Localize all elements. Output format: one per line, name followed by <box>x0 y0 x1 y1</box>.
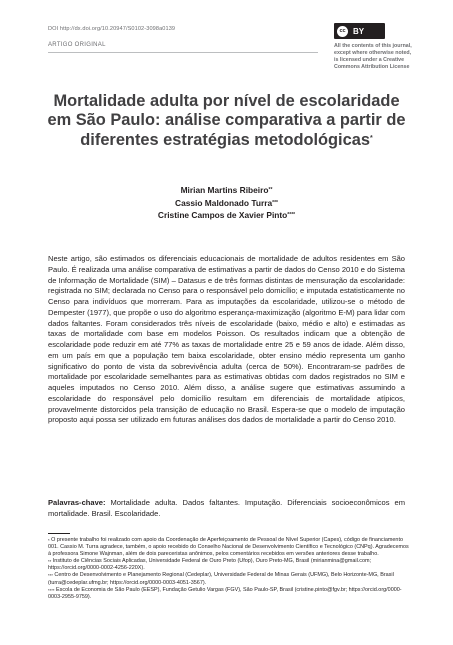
author-marker: **** <box>287 212 296 219</box>
footnote <box>48 558 410 572</box>
header-divider <box>48 52 318 53</box>
footnote <box>48 572 410 586</box>
footnote-divider <box>48 533 70 534</box>
footnote-text: Escola de Economia de São Paulo (EESP), Fundação Getulio Vargas (FGV), São Paulo-SP, Brasil (cristine.pinto@fgv.br; https://orcid.org/0000-0003-2955-9759). <box>48 586 402 600</box>
author-name: Cristine Campos de Xavier Pinto <box>157 210 288 221</box>
title-footnote-marker: * <box>369 134 373 142</box>
footnote-text: Instituto de Ciências Sociais Aplicadas, Universidade Federal de Ouro Preto (Ufop), Ouro Preto-MG, Brasil (mirianmina@gmail.com; https://orcid.org/0000-0002-4256-220X). <box>48 558 372 572</box>
keywords-text: Mortalidade adulta. Dados faltantes. Imputação. Diferenciais socioeconômicos em mortalidade. Brasil. Escolaridade. <box>48 498 405 518</box>
author <box>48 209 405 222</box>
author-marker: *** <box>272 199 278 206</box>
footnote-marker: * <box>48 538 50 543</box>
author <box>48 197 405 210</box>
cc-icon: cc <box>337 26 348 37</box>
section-label: ARTIGO ORIGINAL <box>48 42 106 48</box>
author-marker: ** <box>268 187 273 193</box>
creative-commons-badge[interactable] <box>334 23 385 39</box>
keywords <box>48 498 405 520</box>
footnotes <box>48 537 410 601</box>
author-list <box>48 184 405 222</box>
footnote-text: Centro de Desenvolvimento e Planejamento Regional (Cedeplar), Universidade Federal de Minas Gerais (UFMG), Belo Horizonte-MG, Brasil (turra@cedeplar.ufmg.br; https://orcid.org/0000-0003-4051-3567). <box>48 572 394 586</box>
cc-by-label: BY <box>353 26 365 36</box>
footnote-text: O presente trabalho foi realizado com apoio da Coordenação de Aperfeiçoamento de Pessoal de Nível Superior (Capes), código de financiamento 001. Cassio M. Turra agradece, também, o apoio recebido do Conselho Nacional de Desenvolvimento Científico e Tecnológico (CNPq). Agradecemos à professora Simone Wajnman, além de dois pareceristas anônimos, pelos comentários recebidos em versões anteriores desse trabalho. <box>48 537 409 558</box>
footnote-marker: ** <box>48 559 52 565</box>
footnote <box>48 587 410 601</box>
abstract-paragraph: Neste artigo, são estimados os diferenciais educacionais de mortalidade de adultos residentes em São Paulo. É realizada uma análise comparativa de estimativas a partir de dados do Censo 2010 e do Sistema de Informação de Mortalidade (SIM) – Datasus e de três formas distintas de mensuração da escolaridade: registrada no SIM; declarada no Censo para o responsável pelo domicílio; e imputada estatisticamente no Censo para indivíduos que morreram. Para as imputações da escolaridade, utilizou-se o método de Dempester (1977), que propõe o uso do algoritmo esperança-maximização (algoritmo E-M) para lidar com dados faltantes. Foram considerados três níveis de escolaridade (baixo, médio e alto) e estimadas as taxas de mortalidade com base em modelos Poisson. Os resultados indicam que a obtenção de escolaridade pode reduzir em até 77% as taxas de mortalidade entre 25 e 59 anos de idade. Além disso, em um país em que a população tem baixa escolaridade, obter ensino médio representa um ganho significativo do ponto de vista da sobrevivência adulta (cerca de 50%). Encontraram-se padrões de mortalidade por escolaridade semelhantes para as estimativas obtidas com dados registrados no SIM e aqueles imputados no Censo 2010. Além disso, a análise sugere que estimativas assumindo a escolaridade do responsável pelo domicílio resultam em diferenciais de mortalidade atípicos, provavelmente distorcidos pela transição de educação no Brasil. Espera-se que o modelo de imputação proposto aqui possa ser utilizado em futuras análises dos dados de mortalidade a partir do Censo 2010. <box>48 254 405 425</box>
article-title <box>40 92 413 150</box>
footnote-marker: *** <box>48 573 53 579</box>
doi-line: DOI http://dx.doi.org/10.20947/S0102-3098a0139 <box>48 26 176 32</box>
author-name: Mirian Martins Ribeiro <box>180 185 269 195</box>
author <box>48 184 405 197</box>
footnote <box>48 537 410 558</box>
keywords-label: Palavras-chave: <box>48 498 106 507</box>
footnote-marker: **** <box>48 587 55 593</box>
article-title-text: Mortalidade adulta por nível de escolaridade em São Paulo: análise comparativa a partir de diferentes estratégias metodológicas <box>47 92 406 149</box>
license-text: All the contents of this journal, except where otherwise noted, is licensed under a Creative Commons Attribution License <box>334 43 412 70</box>
author-name: Cassio Maldonado Turra <box>175 197 273 208</box>
